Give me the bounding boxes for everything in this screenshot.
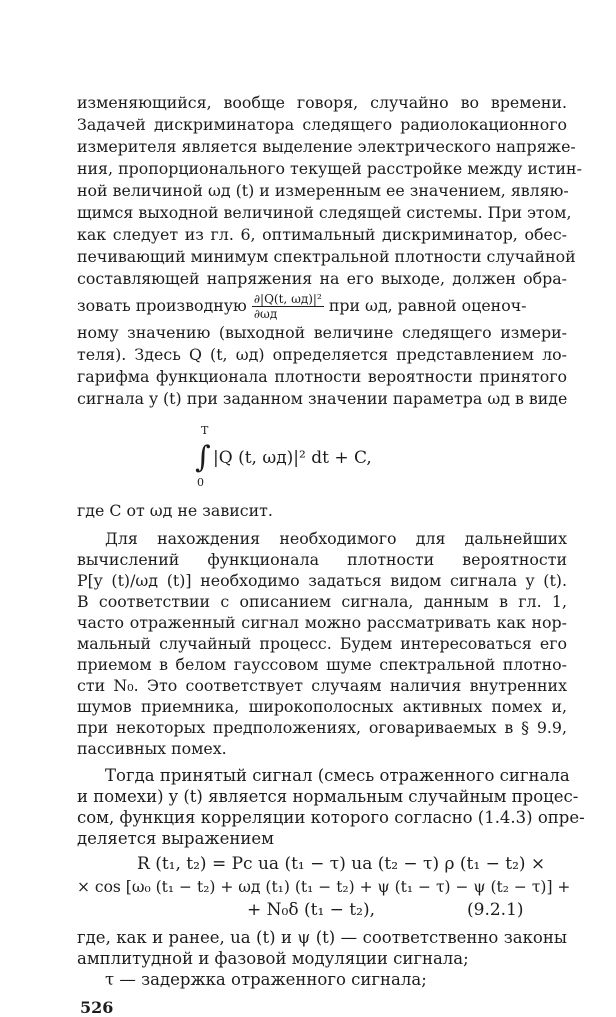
- integral-upper-limit: T: [201, 424, 209, 437]
- text-line: P[y (t)/ωд (t)] необходимо задаться видом сигнала y (t).: [77, 571, 567, 590]
- text-line: щимся выходной величиной следящей системы. При этом,: [77, 203, 572, 222]
- derivative-fraction: [252, 292, 324, 321]
- equation-line-2: × cos [ω₀ (t₁ − t₂) + ωд (t₁) (t₁ − t₂) + ψ (t₁ − τ) − ψ (t₂ − τ)] +: [77, 878, 571, 896]
- text-line: ному значению (выходной величине следящего измери-: [77, 323, 567, 342]
- text-line: сти N₀. Это соответствует случаям наличия внутренних: [77, 676, 567, 695]
- text-line: сом, функция корреляции которого согласно (1.4.3) опре-: [77, 808, 585, 827]
- text-line: пассивных помех.: [77, 739, 227, 758]
- page-number: 526: [80, 998, 114, 1017]
- text-line: приемом в белом гауссовом шуме спектральной плотно-: [77, 655, 567, 674]
- text-line: В соответствии с описанием сигнала, данным в гл. 1,: [77, 592, 567, 611]
- text-line: и помехи) y (t) является нормальным случайным процес-: [77, 787, 579, 806]
- text-line: вычислений функционала плотности вероятности: [77, 550, 567, 569]
- text-line: τ — задержка отраженного сигнала;: [105, 970, 427, 989]
- equation-line-3: + N₀δ (t₁ − t₂),: [247, 900, 375, 920]
- text-line: деляется выражением: [77, 829, 274, 848]
- integral-expression: |Q (t, ωд)|² dt + C,: [213, 448, 372, 468]
- text-line: амплитудной и фазовой модуляции сигнала;: [77, 949, 469, 968]
- integral-formula: [193, 424, 433, 494]
- text-line: Задачей дискриминатора следящего радиолокационного: [77, 115, 567, 134]
- text-line: при некоторых предположениях, оговариваемых в § 9.9,: [77, 718, 567, 737]
- text-line: ния, пропорционального текущей расстройке между истин-: [77, 159, 582, 178]
- text-line: шумов приемника, широкополосных активных помех и,: [77, 697, 567, 716]
- text-line: где, как и ранее, uа (t) и ψ (t) — соответственно законы: [77, 928, 567, 947]
- text-line: сигнала y (t) при заданном значении параметра ωд в виде: [77, 389, 568, 408]
- derivative-line: [77, 292, 567, 321]
- text-line: Для нахождения необходимого для дальнейших: [105, 529, 567, 548]
- text-line: ной величиной ωд (t) и измеренным ее значением, являю-: [77, 181, 569, 200]
- fraction-denominator: ∂ωд: [253, 307, 278, 321]
- text-line: измерителя является выделение электрического напряже-: [77, 137, 576, 156]
- equation-number: (9.2.1): [467, 900, 524, 920]
- text-line: где C от ωд не зависит.: [77, 501, 273, 520]
- text-line: как следует из гл. 6, оптимальный дискриминатор, обес-: [77, 225, 567, 244]
- derivative-after: при ωд, равной оценоч-: [328, 296, 527, 315]
- text-line: мальный случайный процесс. Будем интересоваться его: [77, 634, 567, 653]
- text-line: изменяющийся, вообще говоря, случайно во времени.: [77, 93, 567, 112]
- text-line: печивающий минимум спектральной плотности случайной: [77, 247, 576, 266]
- integral-lower-limit: 0: [197, 476, 204, 489]
- derivative-before: зовать производную: [77, 296, 247, 315]
- text-line: составляющей напряжения на его выходе, должен обра-: [77, 269, 567, 288]
- text-line: часто отраженный сигнал можно рассматривать как нор-: [77, 613, 567, 632]
- text-line: Тогда принятый сигнал (смесь отраженного сигнала: [105, 766, 570, 785]
- integral-sign: ∫: [195, 440, 211, 475]
- text-line: гарифма функционала плотности вероятности принятого: [77, 367, 567, 386]
- text-line: теля). Здесь Q (t, ωд) определяется представлением ло-: [77, 345, 567, 364]
- fraction-numerator: ∂|Q(t, ωд)|²: [253, 292, 322, 306]
- equation-line-1: R (t₁, t₂) = Pс uа (t₁ − τ) uа (t₂ − τ) ρ (t₁ − t₂) ×: [137, 854, 546, 874]
